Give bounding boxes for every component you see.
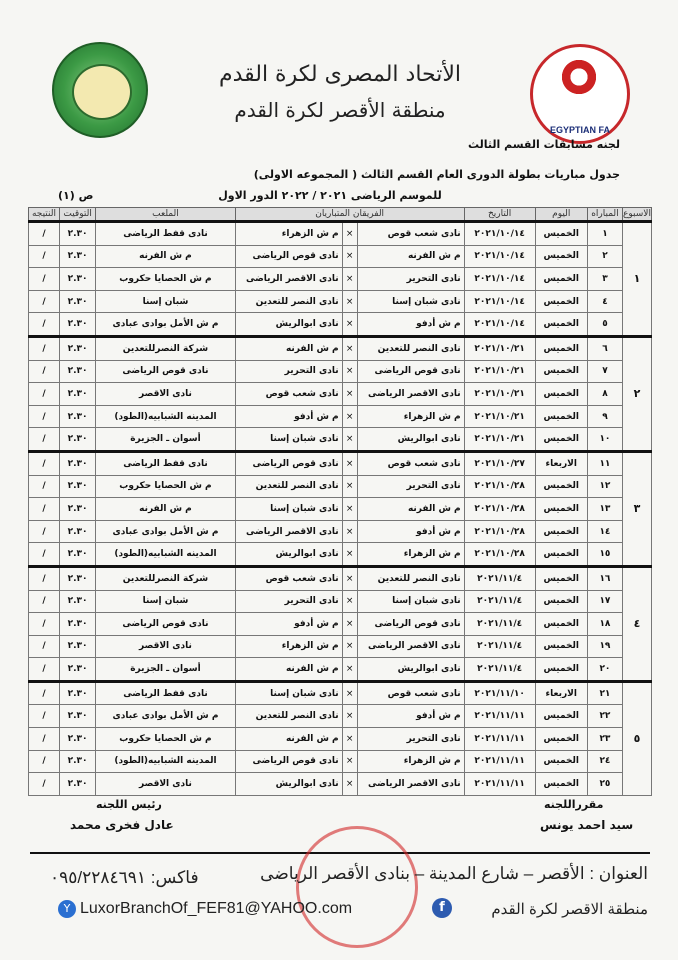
away-team: م ش الزهراء bbox=[235, 635, 342, 658]
match-venue: نادى قفط الرياضى bbox=[96, 451, 235, 475]
match-venue: م ش الحصايا حكروب bbox=[96, 475, 235, 498]
match-day: الخميس bbox=[535, 428, 587, 452]
table-row bbox=[29, 658, 652, 682]
home-team: نادى التحرير bbox=[357, 268, 464, 291]
match-day: الخميس bbox=[535, 728, 587, 751]
match-result: / bbox=[29, 520, 60, 543]
table-row bbox=[29, 405, 652, 428]
versus-mark: × bbox=[342, 336, 357, 360]
away-team: نادى ابوالريش bbox=[235, 543, 342, 567]
match-time: ٢.٣٠ bbox=[59, 222, 95, 246]
match-day: الخميس bbox=[535, 360, 587, 383]
match-venue: نادى قوص الرياضى bbox=[96, 613, 235, 636]
match-number: ١ bbox=[587, 222, 622, 246]
match-number: ١٨ bbox=[587, 613, 622, 636]
rapporteur-name: سيد احمد يونس bbox=[540, 818, 634, 832]
match-date: ٢٠٢١/١٠/٢٨ bbox=[464, 475, 535, 498]
away-team: م ش أدفو bbox=[235, 405, 342, 428]
match-result: / bbox=[29, 750, 60, 773]
week-number: ١ bbox=[623, 222, 652, 337]
match-number: ٢٢ bbox=[587, 705, 622, 728]
match-number: ١٦ bbox=[587, 566, 622, 590]
match-day: الخميس bbox=[535, 590, 587, 613]
match-date: ٢٠٢١/١٠/٢١ bbox=[464, 336, 535, 360]
match-venue: م ش الفرنه bbox=[96, 498, 235, 521]
home-team: نادى قوص الرياضى bbox=[357, 613, 464, 636]
home-team: نادى الاقصر الرياضى bbox=[357, 635, 464, 658]
versus-mark: × bbox=[342, 728, 357, 751]
away-team: نادى شبان إسنا bbox=[235, 428, 342, 452]
fixtures-table bbox=[28, 207, 652, 796]
fixtures-body bbox=[29, 222, 652, 796]
away-team: نادى النصر للتعدين bbox=[235, 475, 342, 498]
match-day: الخميس bbox=[535, 222, 587, 246]
table-row bbox=[29, 750, 652, 773]
match-day: الخميس bbox=[535, 475, 587, 498]
versus-mark: × bbox=[342, 613, 357, 636]
home-team: م ش الفرنه bbox=[357, 498, 464, 521]
match-time: ٢.٣٠ bbox=[59, 750, 95, 773]
week-number: ٤ bbox=[623, 566, 652, 681]
col-result: النتيجه bbox=[29, 208, 60, 222]
match-time: ٢.٣٠ bbox=[59, 681, 95, 705]
match-time: ٢.٣٠ bbox=[59, 520, 95, 543]
table-row bbox=[29, 336, 652, 360]
match-date: ٢٠٢١/١٠/٢٨ bbox=[464, 498, 535, 521]
versus-mark: × bbox=[342, 520, 357, 543]
col-teams: الفريقان المتباريان bbox=[235, 208, 464, 222]
table-row bbox=[29, 268, 652, 291]
match-date: ٢٠٢١/١٠/١٤ bbox=[464, 245, 535, 268]
home-team: نادى النصر للتعدين bbox=[357, 566, 464, 590]
away-team: نادى شعب قوص bbox=[235, 383, 342, 406]
match-number: ١٢ bbox=[587, 475, 622, 498]
versus-mark: × bbox=[342, 705, 357, 728]
facebook-icon: f bbox=[432, 898, 452, 918]
table-row bbox=[29, 635, 652, 658]
match-number: ٣ bbox=[587, 268, 622, 291]
rapporteur-title: مقرراللجنه bbox=[544, 798, 604, 811]
away-team: م ش الفرنه bbox=[235, 728, 342, 751]
match-date: ٢٠٢١/١٠/٢١ bbox=[464, 405, 535, 428]
match-time: ٢.٣٠ bbox=[59, 705, 95, 728]
home-team: م ش الزهراء bbox=[357, 405, 464, 428]
match-result: / bbox=[29, 613, 60, 636]
match-date: ٢٠٢١/١٠/١٤ bbox=[464, 290, 535, 313]
footer-facebook[interactable]: منطقة الاقصر لكرة القدم bbox=[491, 901, 648, 918]
match-result: / bbox=[29, 728, 60, 751]
match-date: ٢٠٢١/١٠/١٤ bbox=[464, 222, 535, 246]
match-venue: نادى الاقصر bbox=[96, 383, 235, 406]
home-team: م ش أدفو bbox=[357, 705, 464, 728]
table-row bbox=[29, 360, 652, 383]
table-row bbox=[29, 451, 652, 475]
match-day: الخميس bbox=[535, 705, 587, 728]
away-team: نادى قوص الرياضى bbox=[235, 750, 342, 773]
away-team: نادى النصر للتعدين bbox=[235, 290, 342, 313]
match-time: ٢.٣٠ bbox=[59, 498, 95, 521]
match-number: ٥ bbox=[587, 313, 622, 337]
versus-mark: × bbox=[342, 290, 357, 313]
home-team: نادى النصر للتعدين bbox=[357, 336, 464, 360]
home-team: م ش الفرنه bbox=[357, 245, 464, 268]
match-result: / bbox=[29, 360, 60, 383]
versus-mark: × bbox=[342, 590, 357, 613]
week-number: ٢ bbox=[623, 336, 652, 451]
home-team: نادى شعب قوص bbox=[357, 451, 464, 475]
home-team: م ش أدفو bbox=[357, 520, 464, 543]
match-date: ٢٠٢١/١١/١١ bbox=[464, 773, 535, 796]
match-date: ٢٠٢١/١٠/٢٧ bbox=[464, 451, 535, 475]
match-result: / bbox=[29, 336, 60, 360]
match-date: ٢٠٢١/١١/١١ bbox=[464, 728, 535, 751]
col-date: التاريخ bbox=[464, 208, 535, 222]
match-result: / bbox=[29, 498, 60, 521]
match-result: / bbox=[29, 290, 60, 313]
match-number: ١٣ bbox=[587, 498, 622, 521]
col-venue: الملعب bbox=[96, 208, 235, 222]
match-result: / bbox=[29, 451, 60, 475]
match-date: ٢٠٢١/١٠/٢١ bbox=[464, 360, 535, 383]
match-time: ٢.٣٠ bbox=[59, 383, 95, 406]
match-date: ٢٠٢١/١٠/٢١ bbox=[464, 428, 535, 452]
match-day: الخميس bbox=[535, 498, 587, 521]
match-venue: م ش الحصايا حكروب bbox=[96, 728, 235, 751]
match-number: ٧ bbox=[587, 360, 622, 383]
col-time: التوقيت bbox=[59, 208, 95, 222]
schedule-subtitle: جدول مباريات بطولة الدورى العام القسم الثالث ( المجموعه الاولى) bbox=[253, 168, 620, 181]
match-day: الخميس bbox=[535, 750, 587, 773]
away-team: نادى قوص الرياضى bbox=[235, 245, 342, 268]
match-number: ١١ bbox=[587, 451, 622, 475]
away-team: م ش أدفو bbox=[235, 613, 342, 636]
match-venue: م ش الفرنه bbox=[96, 245, 235, 268]
match-time: ٢.٣٠ bbox=[59, 313, 95, 337]
match-result: / bbox=[29, 543, 60, 567]
table-row bbox=[29, 245, 652, 268]
official-stamp bbox=[296, 826, 418, 948]
versus-mark: × bbox=[342, 773, 357, 796]
footer-email[interactable]: LuxorBranchOf_FEF81@YAHOO.com bbox=[80, 900, 353, 917]
versus-mark: × bbox=[342, 475, 357, 498]
match-number: ١٠ bbox=[587, 428, 622, 452]
match-date: ٢٠٢١/١١/٤ bbox=[464, 635, 535, 658]
away-team: نادى النصر للتعدين bbox=[235, 705, 342, 728]
home-team: م ش الزهراء bbox=[357, 543, 464, 567]
match-number: ٦ bbox=[587, 336, 622, 360]
chairman-title: رئيس اللجنه bbox=[96, 798, 162, 811]
away-team: نادى شبان إسنا bbox=[235, 498, 342, 521]
versus-mark: × bbox=[342, 543, 357, 567]
match-number: ٨ bbox=[587, 383, 622, 406]
versus-mark: × bbox=[342, 428, 357, 452]
home-team: نادى شبان إسنا bbox=[357, 290, 464, 313]
match-number: ١٧ bbox=[587, 590, 622, 613]
match-venue: أسوان ـ الجزيرة bbox=[96, 658, 235, 682]
table-row bbox=[29, 498, 652, 521]
match-venue: شركة النصرللتعدين bbox=[96, 566, 235, 590]
match-date: ٢٠٢١/١١/٤ bbox=[464, 566, 535, 590]
home-team: نادى شعب قوص bbox=[357, 222, 464, 246]
match-number: ٢٥ bbox=[587, 773, 622, 796]
match-number: ٢١ bbox=[587, 681, 622, 705]
away-team: نادى ابوالريش bbox=[235, 313, 342, 337]
home-team: م ش أدفو bbox=[357, 313, 464, 337]
away-team: م ش الفرنه bbox=[235, 658, 342, 682]
match-day: الخميس bbox=[535, 336, 587, 360]
versus-mark: × bbox=[342, 451, 357, 475]
match-time: ٢.٣٠ bbox=[59, 336, 95, 360]
match-result: / bbox=[29, 566, 60, 590]
match-venue: المدينه الشبابيه(الطود) bbox=[96, 750, 235, 773]
away-team: نادى شبان إسنا bbox=[235, 681, 342, 705]
away-team: م ش الزهراء bbox=[235, 222, 342, 246]
home-team: نادى التحرير bbox=[357, 728, 464, 751]
match-date: ٢٠٢١/١٠/٢١ bbox=[464, 383, 535, 406]
home-team: نادى الاقصر الرياضى bbox=[357, 383, 464, 406]
match-day: الخميس bbox=[535, 635, 587, 658]
match-result: / bbox=[29, 773, 60, 796]
table-header-row bbox=[29, 208, 652, 222]
match-time: ٢.٣٠ bbox=[59, 658, 95, 682]
match-result: / bbox=[29, 428, 60, 452]
home-team: نادى ابوالريش bbox=[357, 428, 464, 452]
match-number: ٢٠ bbox=[587, 658, 622, 682]
federation-title: الأتحاد المصرى لكرة القدم bbox=[218, 62, 462, 87]
match-day: الخميس bbox=[535, 383, 587, 406]
away-team: نادى شعب قوص bbox=[235, 566, 342, 590]
match-number: ٤ bbox=[587, 290, 622, 313]
match-time: ٢.٣٠ bbox=[59, 451, 95, 475]
table-row bbox=[29, 428, 652, 452]
match-venue: نادى الاقصر bbox=[96, 635, 235, 658]
match-venue: شبان إسنا bbox=[96, 290, 235, 313]
match-day: الخميس bbox=[535, 313, 587, 337]
match-date: ٢٠٢١/١١/٤ bbox=[464, 613, 535, 636]
table-row bbox=[29, 475, 652, 498]
match-number: ٢٣ bbox=[587, 728, 622, 751]
match-date: ٢٠٢١/١١/٤ bbox=[464, 590, 535, 613]
away-team: نادى الاقصر الرياضى bbox=[235, 520, 342, 543]
match-date: ٢٠٢١/١١/١٠ bbox=[464, 681, 535, 705]
match-day: الاربعاء bbox=[535, 681, 587, 705]
table-row bbox=[29, 222, 652, 246]
match-venue: شركة النصرللتعدين bbox=[96, 336, 235, 360]
versus-mark: × bbox=[342, 750, 357, 773]
region-title: منطقة الأقصر لكرة القدم bbox=[234, 98, 446, 122]
chairman-name: عادل فخرى محمد bbox=[70, 818, 174, 832]
week-number: ٣ bbox=[623, 451, 652, 566]
match-time: ٢.٣٠ bbox=[59, 428, 95, 452]
match-venue: م ش الأمل بوادى عبادى bbox=[96, 520, 235, 543]
week-number: ٥ bbox=[623, 681, 652, 795]
match-number: ٢ bbox=[587, 245, 622, 268]
versus-mark: × bbox=[342, 245, 357, 268]
table-row bbox=[29, 613, 652, 636]
match-number: ١٥ bbox=[587, 543, 622, 567]
match-day: الخميس bbox=[535, 773, 587, 796]
away-team: نادى التحرير bbox=[235, 360, 342, 383]
page-number: ص (١) bbox=[58, 189, 94, 202]
home-team: نادى الاقصر الرياضى bbox=[357, 773, 464, 796]
table-row bbox=[29, 543, 652, 567]
match-date: ٢٠٢١/١١/١١ bbox=[464, 705, 535, 728]
match-time: ٢.٣٠ bbox=[59, 635, 95, 658]
match-date: ٢٠٢١/١٠/٢٨ bbox=[464, 520, 535, 543]
versus-mark: × bbox=[342, 383, 357, 406]
match-time: ٢.٣٠ bbox=[59, 290, 95, 313]
home-team: نادى ابوالريش bbox=[357, 658, 464, 682]
match-time: ٢.٣٠ bbox=[59, 475, 95, 498]
match-result: / bbox=[29, 475, 60, 498]
versus-mark: × bbox=[342, 313, 357, 337]
col-match: المباراه bbox=[587, 208, 622, 222]
match-result: / bbox=[29, 222, 60, 246]
match-day: الخميس bbox=[535, 405, 587, 428]
match-day: الخميس bbox=[535, 566, 587, 590]
match-venue: المدينه الشبابيه(الطود) bbox=[96, 543, 235, 567]
versus-mark: × bbox=[342, 635, 357, 658]
match-venue: نادى الاقصر bbox=[96, 773, 235, 796]
match-time: ٢.٣٠ bbox=[59, 728, 95, 751]
match-result: / bbox=[29, 705, 60, 728]
match-time: ٢.٣٠ bbox=[59, 245, 95, 268]
match-time: ٢.٣٠ bbox=[59, 543, 95, 567]
home-team: م ش الزهراء bbox=[357, 750, 464, 773]
match-venue: م ش الحصايا حكروب bbox=[96, 268, 235, 291]
match-date: ٢٠٢١/١٠/١٤ bbox=[464, 268, 535, 291]
match-day: الخميس bbox=[535, 520, 587, 543]
home-team: نادى قوص الرياضى bbox=[357, 360, 464, 383]
away-team: نادى ابوالريش bbox=[235, 773, 342, 796]
away-team: نادى الاقصر الرياضى bbox=[235, 268, 342, 291]
match-number: ١٩ bbox=[587, 635, 622, 658]
match-result: / bbox=[29, 383, 60, 406]
versus-mark: × bbox=[342, 268, 357, 291]
yahoo-icon: Y bbox=[58, 900, 76, 918]
match-venue: نادى قفط الرياضى bbox=[96, 222, 235, 246]
table-row bbox=[29, 705, 652, 728]
match-time: ٢.٣٠ bbox=[59, 590, 95, 613]
versus-mark: × bbox=[342, 360, 357, 383]
egyptian-fa-logo: EGYPTIAN FA bbox=[530, 44, 630, 144]
season-label: للموسم الرياضى ٢٠٢١ / ٢٠٢٢ الدور الاول bbox=[218, 189, 442, 202]
table-row bbox=[29, 681, 652, 705]
match-day: الاربعاء bbox=[535, 451, 587, 475]
match-day: الخميس bbox=[535, 245, 587, 268]
match-time: ٢.٣٠ bbox=[59, 566, 95, 590]
match-result: / bbox=[29, 313, 60, 337]
match-date: ٢٠٢١/١٠/٢٨ bbox=[464, 543, 535, 567]
match-date: ٢٠٢١/١١/١١ bbox=[464, 750, 535, 773]
table-row bbox=[29, 290, 652, 313]
match-venue: نادى قوص الرياضى bbox=[96, 360, 235, 383]
match-result: / bbox=[29, 405, 60, 428]
match-day: الخميس bbox=[535, 268, 587, 291]
match-venue: م ش الأمل بوادى عبادى bbox=[96, 313, 235, 337]
match-number: ١٤ bbox=[587, 520, 622, 543]
committee-label: لجنه مسابقات القسم الثالث bbox=[467, 138, 620, 151]
match-day: الخميس bbox=[535, 290, 587, 313]
table-row bbox=[29, 728, 652, 751]
versus-mark: × bbox=[342, 222, 357, 246]
match-time: ٢.٣٠ bbox=[59, 268, 95, 291]
versus-mark: × bbox=[342, 405, 357, 428]
match-time: ٢.٣٠ bbox=[59, 773, 95, 796]
versus-mark: × bbox=[342, 658, 357, 682]
match-venue: نادى قفط الرياضى bbox=[96, 681, 235, 705]
away-team: نادى قوص الرياضى bbox=[235, 451, 342, 475]
match-time: ٢.٣٠ bbox=[59, 613, 95, 636]
match-day: الخميس bbox=[535, 543, 587, 567]
match-number: ٩ bbox=[587, 405, 622, 428]
match-result: / bbox=[29, 245, 60, 268]
versus-mark: × bbox=[342, 566, 357, 590]
col-week: الاسبوع bbox=[623, 208, 652, 222]
col-day: اليوم bbox=[535, 208, 587, 222]
table-row bbox=[29, 520, 652, 543]
luxor-region-logo bbox=[52, 42, 148, 138]
away-team: م ش الفرنه bbox=[235, 336, 342, 360]
match-result: / bbox=[29, 635, 60, 658]
match-time: ٢.٣٠ bbox=[59, 360, 95, 383]
match-venue: المدينه الشبابيه(الطود) bbox=[96, 405, 235, 428]
match-venue: م ش الأمل بوادى عبادى bbox=[96, 705, 235, 728]
home-team: نادى شعب قوص bbox=[357, 681, 464, 705]
table-row bbox=[29, 773, 652, 796]
match-day: الخميس bbox=[535, 658, 587, 682]
home-team: نادى التحرير bbox=[357, 475, 464, 498]
match-venue: شبان إسنا bbox=[96, 590, 235, 613]
versus-mark: × bbox=[342, 498, 357, 521]
table-row bbox=[29, 590, 652, 613]
match-result: / bbox=[29, 268, 60, 291]
footer-fax: فاكس: ٠٩٥/٢٢٨٤٦٩١ bbox=[50, 868, 199, 887]
home-team: نادى شبان إسنا bbox=[357, 590, 464, 613]
match-day: الخميس bbox=[535, 613, 587, 636]
table-row bbox=[29, 383, 652, 406]
match-date: ٢٠٢١/١١/٤ bbox=[464, 658, 535, 682]
match-result: / bbox=[29, 658, 60, 682]
match-result: / bbox=[29, 681, 60, 705]
match-number: ٢٤ bbox=[587, 750, 622, 773]
match-date: ٢٠٢١/١٠/١٤ bbox=[464, 313, 535, 337]
away-team: نادى التحرير bbox=[235, 590, 342, 613]
match-time: ٢.٣٠ bbox=[59, 405, 95, 428]
footer-address: العنوان : الأقصر – شارع المدينة – بنادى الأقصر الرياضى bbox=[260, 864, 648, 883]
match-result: / bbox=[29, 590, 60, 613]
match-venue: أسوان ـ الجزيرة bbox=[96, 428, 235, 452]
versus-mark: × bbox=[342, 681, 357, 705]
table-row bbox=[29, 566, 652, 590]
table-row bbox=[29, 313, 652, 337]
